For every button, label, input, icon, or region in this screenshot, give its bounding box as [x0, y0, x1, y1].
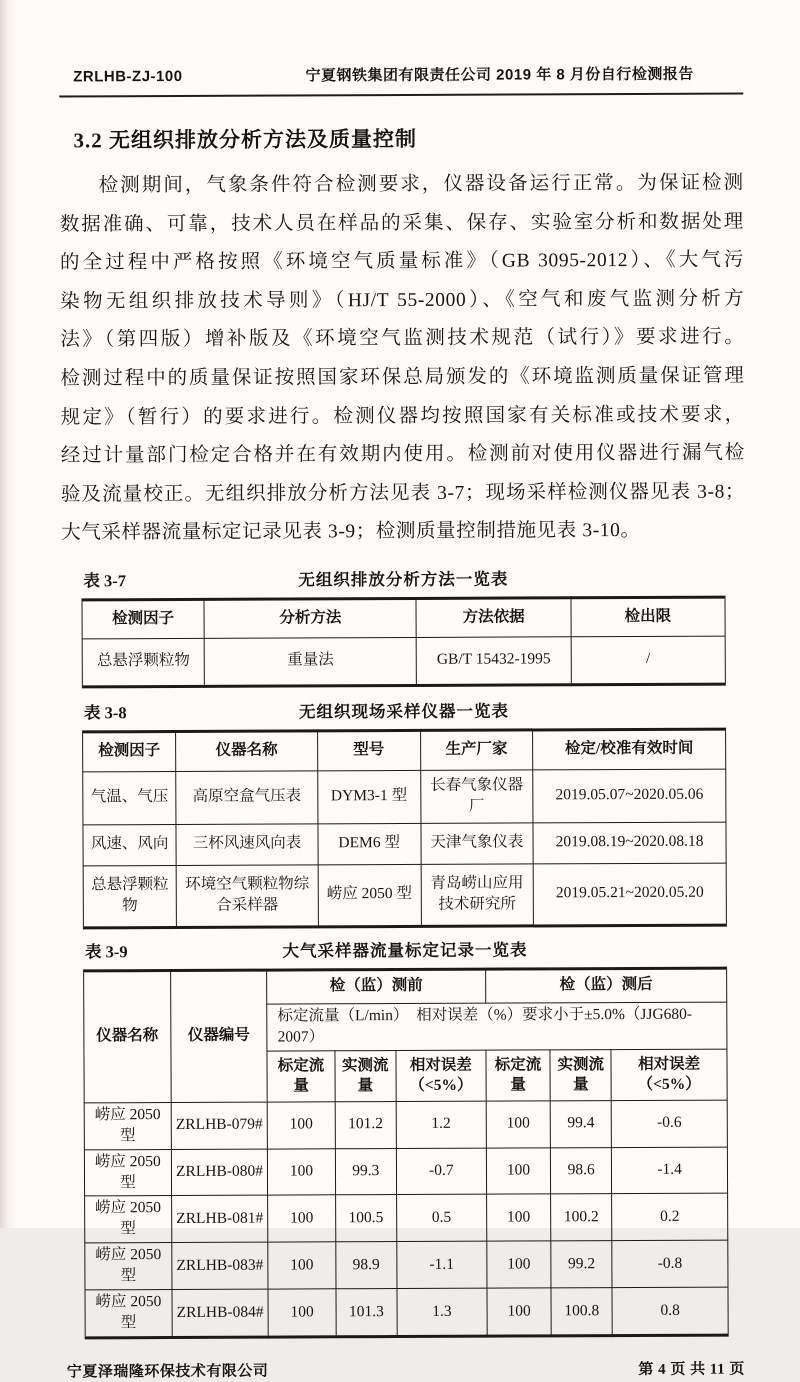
table-row	[84, 1100, 727, 1150]
column-header: 仪器编号	[170, 970, 267, 1102]
table-row	[83, 769, 726, 825]
table-cell: 青岛崂山应用技术研究所	[421, 864, 534, 926]
table-cell: 100	[267, 1102, 335, 1149]
table-cell: 100	[268, 1242, 336, 1289]
group-header-pre: 检（监）测前	[267, 969, 486, 1004]
table-header-row	[83, 729, 726, 772]
table-cell: 总悬浮颗粒物	[83, 865, 177, 927]
column-header: 方法依据	[416, 598, 570, 638]
table-group-header-row	[84, 968, 727, 1005]
table37-label: 表 3-7	[83, 571, 127, 591]
table-analysis-methods	[81, 596, 725, 689]
group-header-post: 检（监）测后	[485, 968, 726, 1003]
table-row	[85, 1194, 728, 1244]
paragraph-line: 检测过程中的质量保证按照国家环保总局颁发的《环境监测质量保证管理	[60, 365, 745, 390]
table-cell: 崂应 2050 型	[84, 1149, 171, 1196]
table38-caption	[62, 698, 746, 725]
page-content	[59, 53, 749, 1382]
table-row	[84, 1147, 727, 1197]
table-cell: 0.8	[612, 1287, 728, 1335]
table-cell: 100	[487, 1288, 552, 1336]
table-cell: 100	[486, 1101, 551, 1148]
page-header	[59, 53, 743, 98]
paragraph-line: 规定》（暂行）的要求进行。检测仪器均按照国家有关标准或技术要求，	[60, 404, 745, 429]
table-cell: 100	[268, 1195, 336, 1242]
table-row	[85, 1240, 728, 1290]
table-cell: ZRLHB-081#	[171, 1196, 268, 1243]
table-cell: 100	[486, 1147, 551, 1194]
footer-page-number: 第 4 页 共 11 页	[638, 1361, 745, 1378]
column-header: 生产厂家	[420, 730, 533, 770]
table-cell: 1.2	[396, 1101, 486, 1148]
table-cell: -1.1	[397, 1241, 487, 1288]
table-row	[83, 822, 726, 866]
table-cell: 崂应 2050 型	[318, 864, 421, 926]
column-subheader: 标定流量	[267, 1051, 335, 1102]
table38-label: 表 3-8	[83, 703, 127, 723]
column-subheader: 标定流量	[486, 1050, 551, 1101]
table-cell: 0.5	[396, 1195, 486, 1242]
paragraph-line: 经过计量部门检定合格并在有效期内使用。检测前对使用仪器进行漏气检	[60, 442, 745, 467]
table-cell: 风速、风向	[83, 824, 176, 865]
section-heading: 3.2 无组织排放分析方法及质量控制	[73, 126, 418, 153]
paragraph-line: 的全过程中严格按照《环境空气质量标准》（GB 3095-2012）、《大气污	[59, 249, 745, 274]
table-cell: DEM6 型	[318, 823, 421, 864]
table39-label: 表 3-9	[84, 942, 128, 962]
table-cell: 环境空气颗粒物综合采样器	[176, 865, 318, 928]
table37-title: 无组织排放分析方法一览表	[298, 569, 509, 590]
table-cell: 100	[268, 1148, 336, 1195]
table-row	[83, 863, 726, 928]
spec-note: 标定流量（L/min） 相对误差（%）要求小于±5.0%（JJG680-2007）	[267, 1002, 727, 1051]
column-header: 检测因子	[83, 731, 176, 771]
table-cell: 101.3	[336, 1289, 397, 1337]
paragraph-line: 大气采样器流量标定记录见表 3-9；检测质量控制措施见表 3-10。	[61, 520, 641, 544]
footer-company: 宁夏泽瑞隆环保技术有限公司	[66, 1363, 269, 1381]
paragraph-line: 检测期间，气象条件符合检测要求，仪器设备运行正常。为保证检测	[98, 172, 744, 197]
table-cell: -0.7	[396, 1148, 486, 1195]
column-header: 检出限	[571, 597, 726, 637]
table-cell: 崂应 2050 型	[85, 1196, 172, 1243]
table-header-row	[82, 597, 725, 639]
table-cell: 98.6	[551, 1147, 612, 1194]
column-header: 仪器名称	[84, 970, 171, 1102]
table-cell: DYM3-1 型	[317, 770, 420, 823]
table-cell: /	[571, 636, 726, 685]
table-flow-calibration	[83, 967, 729, 1340]
table-cell: 总悬浮颗粒物	[82, 638, 204, 687]
table39-caption	[63, 937, 747, 964]
table-cell: 99.2	[551, 1241, 612, 1288]
table-cell: 100	[268, 1289, 336, 1337]
table-cell: -0.6	[611, 1100, 727, 1147]
table37-caption	[61, 566, 745, 593]
table-cell: 2019.05.21~2020.05.20	[533, 863, 726, 926]
table-cell: 2019.08.19~2020.08.18	[533, 822, 726, 864]
body-paragraph	[60, 165, 746, 554]
column-subheader: 相对误差 （<5%）	[396, 1050, 486, 1101]
table-cell: 崂应 2050 型	[85, 1243, 172, 1290]
table-cell: 99.4	[550, 1100, 611, 1147]
table-row	[82, 636, 725, 687]
table-cell: 0.2	[612, 1194, 728, 1241]
table-cell: 99.3	[335, 1148, 396, 1195]
column-header: 检定/校准有效时间	[533, 729, 726, 770]
table-cell: 2019.05.07~2020.05.06	[533, 769, 726, 823]
table-cell: 1.3	[397, 1288, 487, 1336]
table-cell: -0.8	[612, 1240, 728, 1287]
table-cell: ZRLHB-079#	[171, 1102, 268, 1149]
column-header: 分析方法	[204, 598, 416, 638]
table-cell: ZRLHB-084#	[172, 1289, 269, 1337]
table-cell: ZRLHB-080#	[171, 1149, 268, 1196]
column-header: 检测因子	[82, 599, 204, 639]
table-cell: 气温、气压	[83, 771, 176, 824]
table-sampling-instruments	[82, 728, 727, 930]
table-cell: 100	[487, 1241, 552, 1288]
table-cell: 101.2	[335, 1101, 396, 1148]
table-cell: 100	[486, 1194, 551, 1241]
table-cell: 100.2	[551, 1194, 612, 1241]
doc-header-title: 宁夏钢铁集团有限责任公司 2019 年 8 月份自行检测报告	[305, 65, 694, 85]
table-cell: GB/T 15432-1995	[416, 637, 571, 686]
table-cell: 三杯风速风向表	[176, 824, 318, 866]
table-cell: 高原空盒气压表	[176, 771, 318, 825]
table-cell: 崂应 2050 型	[84, 1102, 171, 1149]
paragraph-line: 法》（第四版）增补版及《环境空气监测技术规范（试行）》要求进行。	[60, 326, 745, 351]
column-subheader: 相对误差 （<5%）	[611, 1049, 727, 1101]
table-cell: 天津气象仪表	[421, 823, 534, 864]
paragraph-line: 数据准确、可靠，技术人员在样品的采集、保存、实验室分析和数据处理	[59, 211, 744, 236]
column-subheader: 实测流量	[335, 1050, 396, 1101]
paragraph-line: 染物无组织排放技术导则》（HJ/T 55-2000）、《空气和废气监测分析方	[60, 288, 745, 313]
page-footer	[65, 1358, 749, 1382]
doc-code: ZRLHB-ZJ-100	[73, 67, 183, 86]
table-cell: 重量法	[204, 637, 416, 686]
table-cell: ZRLHB-083#	[172, 1242, 269, 1289]
table-cell: 100.8	[551, 1288, 612, 1336]
column-subheader: 实测流量	[550, 1049, 611, 1100]
scan-edge-shadow	[0, 0, 18, 1228]
table-row	[85, 1287, 728, 1338]
table-cell: 98.9	[336, 1242, 397, 1289]
table38-title: 无组织现场采样仪器一览表	[298, 701, 510, 722]
paragraph-line: 验及流量校正。无组织排放分析方法见表 3-7；现场采样检测仪器见表 3-8；	[60, 481, 746, 506]
table-cell: 长春气象仪器厂	[420, 770, 533, 823]
table-cell: 崂应 2050 型	[85, 1290, 172, 1338]
column-header: 型号	[317, 730, 420, 770]
table-cell: 100.5	[335, 1195, 396, 1242]
table-cell: -1.4	[612, 1147, 728, 1194]
column-header: 仪器名称	[176, 731, 318, 772]
table39-title: 大气采样器流量标定记录一览表	[282, 940, 528, 961]
